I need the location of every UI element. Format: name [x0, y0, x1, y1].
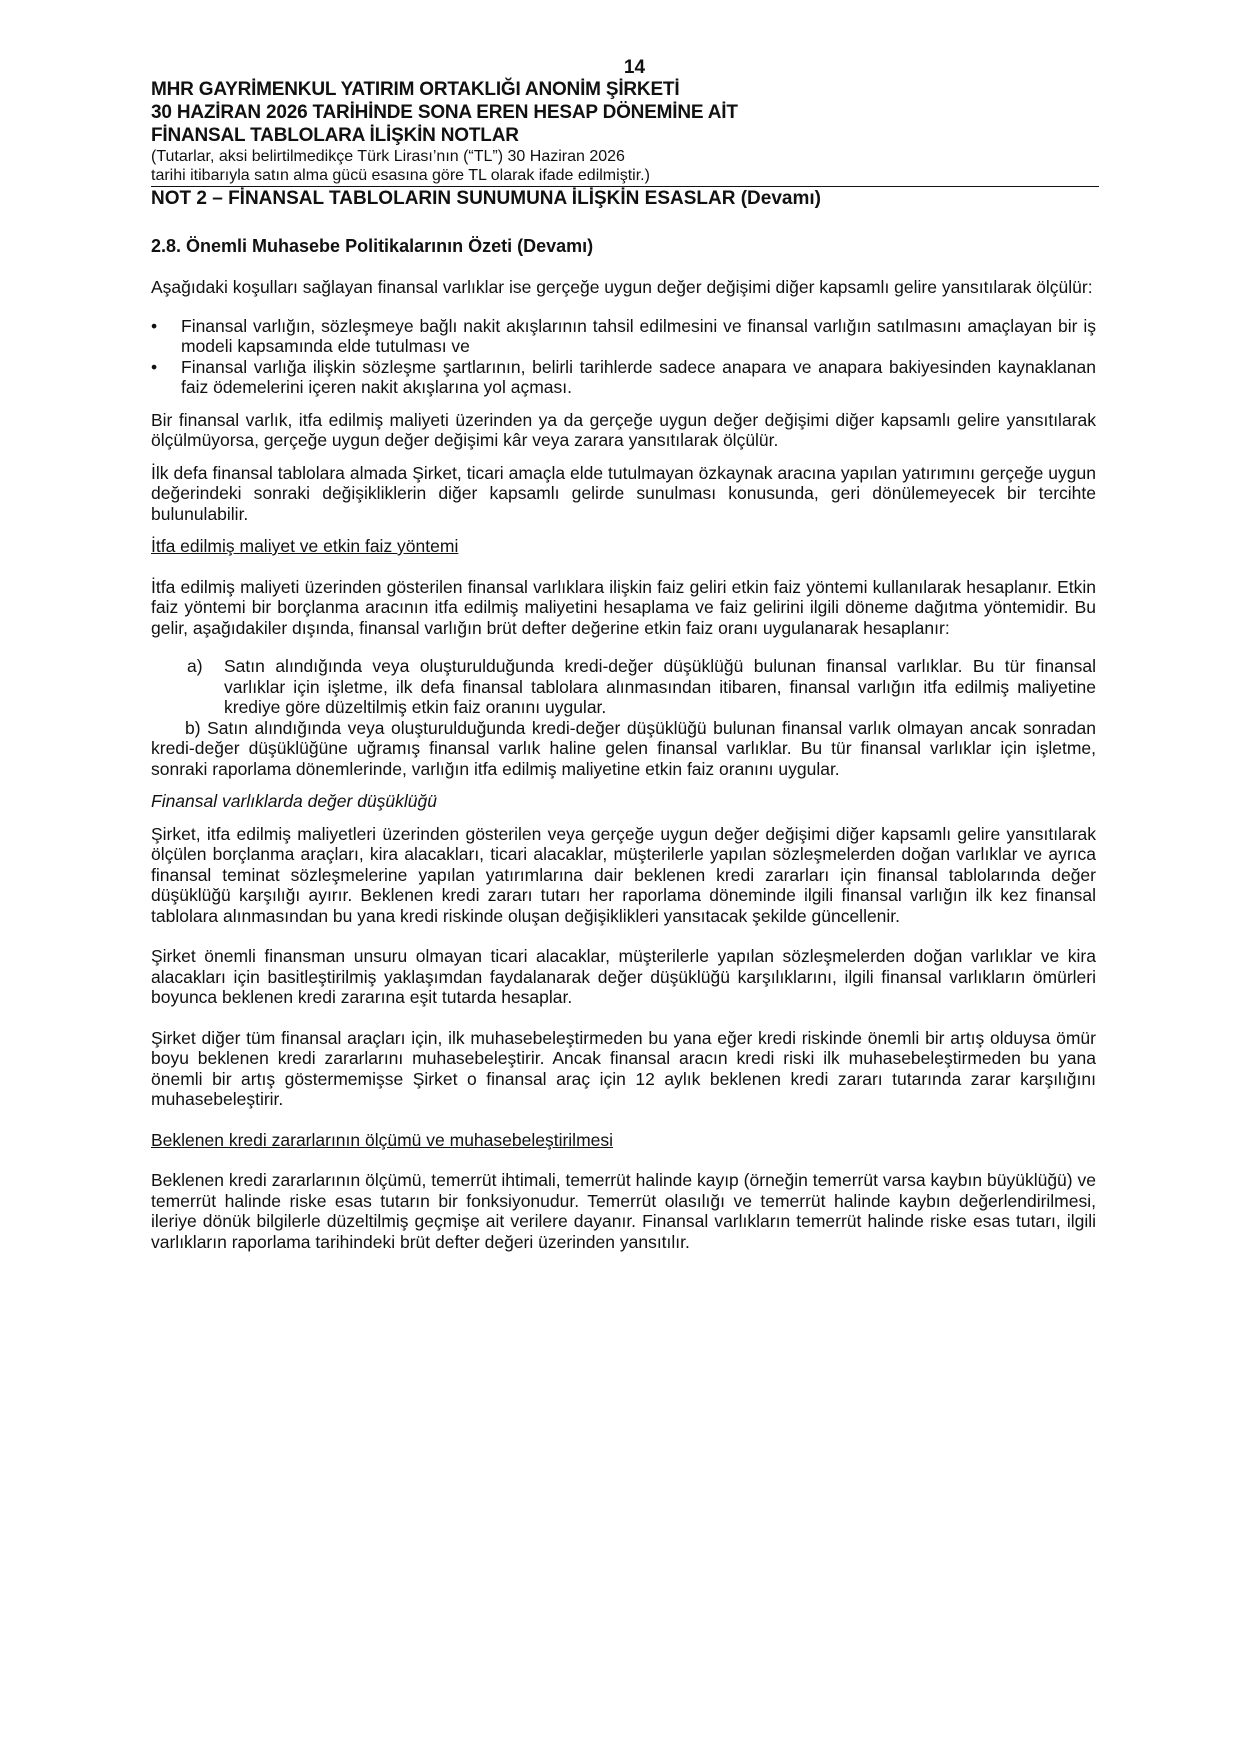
- paragraph: İlk defa finansal tablolara almada Şirket, ticari amaçla elde tutulmayan özkaynak aracına yapılan yatırımını gerçeğe uygun değerindeki sonraki değişikliklerin diğer kapsamlı gelirde sunulması konusunda, geri dönülemeyecek bir tercihte bulunulabilir.: [151, 462, 1096, 524]
- list-item: [151, 316, 1096, 357]
- period-title: 30 HAZİRAN 2026 TARİHİNDE SONA EREN HESAP DÖNEMİNE AİT: [151, 102, 738, 123]
- paragraph: Beklenen kredi zararlarının ölçümü, temerrüt ihtimali, temerrüt halinde kayıp (örneğin temerrüt varsa kaybın büyüklüğü) ve temerrüt halinde riske esas tutarın bir fonksiyonudur. Temerrüt olasılığı ve temerrüt halinde kaybın değerlendirilmesi, ileriye dönük bilgilerle düzeltilmiş geçmişe ait verilere dayanır. Finansal varlıkların temerrüt halinde riske esas tutarı, ilgili varlıkların raporlama tarihindeki brüt defter değeri üzerinden yansıtılır.: [151, 1170, 1096, 1252]
- bullet-icon: •: [151, 356, 158, 377]
- currency-note-line1: (Tutarlar, aksi belirtilmedikçe Türk Lirası’nın (“TL”) 30 Haziran 2026: [151, 148, 625, 165]
- paragraph: İtfa edilmiş maliyeti üzerinden gösterilen finansal varlıklara ilişkin faiz geliri etkin faiz yöntemi kullanılarak hesaplanır. Etkin faiz yöntemi bir borçlanma aracının itfa edilmiş maliyetini hesaplama ve faiz gelirini ilgili döneme dağıtma yöntemidir. Bu gelir, aşağıdakiler dışında, finansal varlığın brüt defter değerine etkin faiz oranı uygulanarak hesaplanır:: [151, 576, 1096, 638]
- statement-title: FİNANSAL TABLOLARA İLİŞKİN NOTLAR: [151, 125, 519, 146]
- company-name: MHR GAYRİMENKUL YATIRIM ORTAKLIĞI ANONİM ŞİRKETİ: [151, 79, 680, 100]
- list-item-text: Finansal varlığa ilişkin sözleşme şartlarının, belirli tarihlerde sadece anapara ve anapara bakiyesinden kaynaklanan faiz ödemelerini içeren nakit akışlarına yol açması.: [181, 356, 1096, 397]
- section-title: 2.8. Önemli Muhasebe Politikalarının Özeti (Devamı): [151, 236, 594, 256]
- page-number: 14: [623, 57, 646, 78]
- subheading-expected-credit-loss: Beklenen kredi zararlarının ölçümü ve muhasebeleştirilmesi: [151, 1129, 614, 1150]
- bullet-icon: •: [151, 315, 158, 336]
- document-page: [151, 58, 1096, 1252]
- list-item: [151, 357, 1096, 398]
- list-item-text: Finansal varlığın, sözleşmeye bağlı nakit akışlarının tahsil edilmesini ve finansal varlığın satılmasını amaçlayan bir iş modeli kapsamında elde tutulması ve: [181, 315, 1096, 356]
- company-header: [151, 78, 1096, 185]
- paragraph: Şirket diğer tüm finansal araçları için, ilk muhasebeleştirmeden bu yana eğer kredi riskinde önemli bir artış olduysa ömür boyu beklenen kredi zararlarını muhasebeleştirir. Ancak finansal aracın kredi riski ilk muhasebeleştirmeden bu yana önemli bir artış göstermemişse Şirket o finansal araç için 12 aylık beklenen kredi zararı tutarında zarar karşılığını muhasebeleştirir.: [151, 1027, 1096, 1109]
- currency-note-line2: tarihi itibarıyla satın alma gücü esasına göre TL olarak ifade edilmiştir.): [151, 167, 650, 184]
- intro-paragraph: Aşağıdaki koşulları sağlayan finansal varlıklar ise gerçeğe uygun değer değişimi diğer kapsamlı gelire yansıtılarak ölçülür:: [151, 277, 1093, 297]
- paragraph: Şirket, itfa edilmiş maliyetleri üzerinden gösterilen veya gerçeğe uygun değer değişimi diğer kapsamlı gelire yansıtılarak ölçülen borçlanma araçları, kira alacakları, ticari alacaklar, müşterilerle yapılan sözleşmelerden doğan varlıklar ve ayrıca finansal teminat sözleşmelerine yapılan yatırımlarına dair beklenen kredi zararları için finansal tablolarında değer düşüklüğü karşılığı ayırır. Beklenen kredi zararı tutarı her raporlama döneminde ilgili finansal varlığın ilk kez finansal tablolara alınmasından bu yana kredi riskinde oluşan değişiklikleri yansıtacak şekilde güncellenir.: [151, 823, 1096, 926]
- paragraph: Şirket önemli finansman unsuru olmayan ticari alacaklar, müşterilerle yapılan sözleşmelerden doğan varlıklar ve kira alacakları için basitleştirilmiş yaklaşımdan faydalanarak değer düşüklüğü karşılıklarını, ilgili finansal varlıkların ömürleri boyunca beklenen kredi zararına eşit tutarda hesaplar.: [151, 946, 1096, 1007]
- note-title: NOT 2 – FİNANSAL TABLOLARIN SUNUMUNA İLİŞKİN ESASLAR (Devamı): [151, 188, 821, 209]
- paragraph: Bir finansal varlık, itfa edilmiş maliyeti üzerinden ya da gerçeğe uygun değer değişimi diğer kapsamlı gelire yansıtılarak ölçülmüyorsa, gerçeğe uygun değer değişimi kâr veya zarara yansıtılarak ölçülür.: [151, 409, 1096, 450]
- list-item-text: Satın alındığında veya oluşturulduğunda kredi-değer düşüklüğü bulunan finansal varlıklar. Bu tür finansal varlıklar için işletme, ilk defa finansal tablolara alınmasından itibaren, finansal varlığın itfa edilmiş maliyetine krediye göre düzeltilmiş etkin faiz oranını uygular.: [224, 656, 1096, 717]
- conditions-list: [151, 316, 1096, 398]
- list-marker: a): [187, 656, 203, 676]
- subheading-impairment: Finansal varlıklarda değer düşüklüğü: [151, 791, 437, 811]
- list-item-text: b) Satın alındığında veya oluşturulduğunda kredi-değer düşüklüğü bulunan finansal varlık olmayan ancak sonradan kredi-değer düşüklüğüne uğramış finansal varlık haline gelen finansal varlıklar. Bu tür finansal varlıklar için işletme, sonraki raporlama dönemlerinde, varlığın itfa edilmiş maliyetine etkin faiz oranını uygular.: [151, 717, 1096, 779]
- list-item-a: [151, 656, 1096, 718]
- subheading-amortized-cost: İtfa edilmiş maliyet ve etkin faiz yöntemi: [151, 536, 459, 556]
- list-item-b: [151, 718, 1096, 780]
